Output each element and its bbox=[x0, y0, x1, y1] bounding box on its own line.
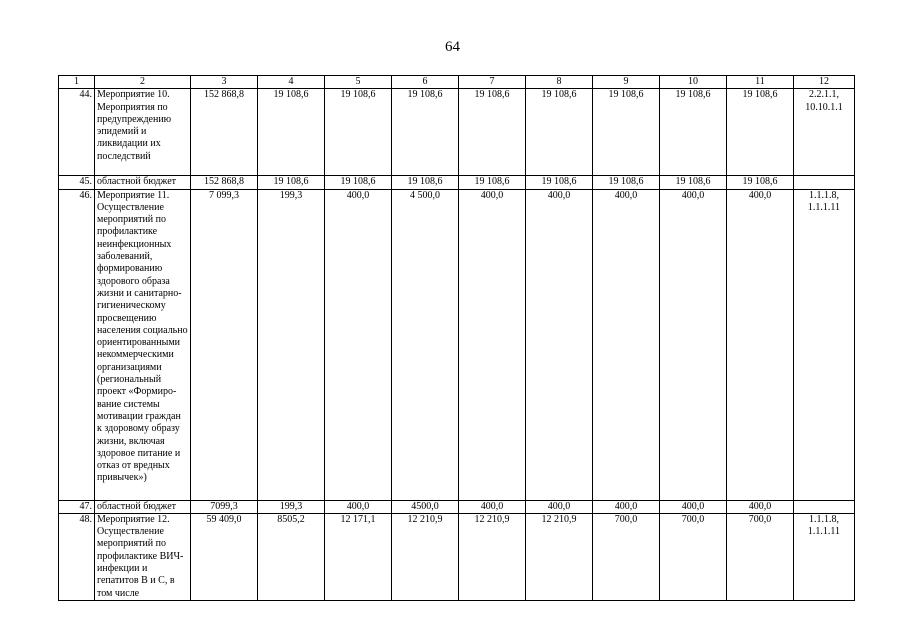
value-cell: 19 108,6 bbox=[459, 89, 526, 176]
value-cell: 19 108,6 bbox=[727, 176, 794, 189]
value-cell: 400,0 bbox=[459, 189, 526, 500]
value-cell: 19 108,6 bbox=[392, 176, 459, 189]
indicator-cell: 1.1.1.8, 1.1.1.11 bbox=[794, 513, 855, 600]
indicator-cell bbox=[794, 500, 855, 513]
row-number: 44. bbox=[59, 89, 95, 176]
value-cell: 152 868,8 bbox=[191, 89, 258, 176]
value-cell: 19 108,6 bbox=[392, 89, 459, 176]
value-cell: 400,0 bbox=[325, 500, 392, 513]
header-cell: 5 bbox=[325, 76, 392, 89]
value-cell: 400,0 bbox=[660, 500, 727, 513]
row-number: 47. bbox=[59, 500, 95, 513]
value-cell: 8505,2 bbox=[258, 513, 325, 600]
table-row bbox=[59, 89, 855, 176]
header-cell: 6 bbox=[392, 76, 459, 89]
row-name: Мероприятие 10. Мероприятия по предупреждению эпидемий и ликвидации их последствий bbox=[95, 89, 191, 176]
table-row bbox=[59, 513, 855, 600]
value-cell: 700,0 bbox=[660, 513, 727, 600]
indicator-cell: 2.2.1.1, 10.10.1.1 bbox=[794, 89, 855, 176]
value-cell: 12 171,1 bbox=[325, 513, 392, 600]
value-cell: 7 099,3 bbox=[191, 189, 258, 500]
value-cell: 19 108,6 bbox=[258, 176, 325, 189]
value-cell: 19 108,6 bbox=[593, 176, 660, 189]
value-cell: 400,0 bbox=[593, 189, 660, 500]
value-cell: 4500,0 bbox=[392, 500, 459, 513]
value-cell: 400,0 bbox=[727, 500, 794, 513]
value-cell: 12 210,9 bbox=[526, 513, 593, 600]
page-number: 64 bbox=[445, 39, 460, 55]
value-cell: 19 108,6 bbox=[660, 89, 727, 176]
value-cell: 7099,3 bbox=[191, 500, 258, 513]
row-number: 48. bbox=[59, 513, 95, 600]
value-cell: 400,0 bbox=[459, 500, 526, 513]
row-name: Мероприятие 11. Осуществление мероприятий по профилактике неинфекционных заболеваний, формированию здорового образа жизни и санитарно-гигиеническому просвещению населения социально ориентированными некоммерческими организациями (региональный проект «Формиро-вание системы мотивации граждан к здоровому образу жизни, включая здоровое питание и отказ от вредных привычек») bbox=[95, 189, 191, 500]
value-cell: 400,0 bbox=[593, 500, 660, 513]
header-cell: 9 bbox=[593, 76, 660, 89]
value-cell: 59 409,0 bbox=[191, 513, 258, 600]
value-cell: 19 108,6 bbox=[593, 89, 660, 176]
header-cell: 11 bbox=[727, 76, 794, 89]
header-cell: 7 bbox=[459, 76, 526, 89]
value-cell: 12 210,9 bbox=[392, 513, 459, 600]
value-cell: 19 108,6 bbox=[258, 89, 325, 176]
value-cell: 400,0 bbox=[526, 189, 593, 500]
value-cell: 19 108,6 bbox=[325, 176, 392, 189]
header-cell: 3 bbox=[191, 76, 258, 89]
value-cell: 19 108,6 bbox=[526, 89, 593, 176]
value-cell: 700,0 bbox=[593, 513, 660, 600]
value-cell: 400,0 bbox=[526, 500, 593, 513]
row-name: Мероприятие 12. Осуществление мероприятий по профилактике ВИЧ-инфекции и гепатитов В и С, в том числе bbox=[95, 513, 191, 600]
value-cell: 400,0 bbox=[727, 189, 794, 500]
header-cell: 4 bbox=[258, 76, 325, 89]
row-name: областной бюджет bbox=[95, 176, 191, 189]
value-cell: 152 868,8 bbox=[191, 176, 258, 189]
value-cell: 19 108,6 bbox=[459, 176, 526, 189]
header-cell: 2 bbox=[95, 76, 191, 89]
value-cell: 12 210,9 bbox=[459, 513, 526, 600]
row-number: 45. bbox=[59, 176, 95, 189]
table-header-row bbox=[59, 76, 855, 89]
header-cell: 12 bbox=[794, 76, 855, 89]
value-cell: 400,0 bbox=[325, 189, 392, 500]
indicator-cell bbox=[794, 176, 855, 189]
value-cell: 199,3 bbox=[258, 189, 325, 500]
value-cell: 19 108,6 bbox=[325, 89, 392, 176]
header-cell: 1 bbox=[59, 76, 95, 89]
table-row bbox=[59, 176, 855, 189]
row-name: областной бюджет bbox=[95, 500, 191, 513]
value-cell: 19 108,6 bbox=[526, 176, 593, 189]
value-cell: 199,3 bbox=[258, 500, 325, 513]
indicator-cell: 1.1.1.8, 1.1.1.11 bbox=[794, 189, 855, 500]
value-cell: 400,0 bbox=[660, 189, 727, 500]
table-row bbox=[59, 189, 855, 500]
budget-table bbox=[58, 75, 855, 601]
value-cell: 700,0 bbox=[727, 513, 794, 600]
table-row bbox=[59, 500, 855, 513]
value-cell: 4 500,0 bbox=[392, 189, 459, 500]
value-cell: 19 108,6 bbox=[727, 89, 794, 176]
header-cell: 8 bbox=[526, 76, 593, 89]
value-cell: 19 108,6 bbox=[660, 176, 727, 189]
header-cell: 10 bbox=[660, 76, 727, 89]
row-number: 46. bbox=[59, 189, 95, 500]
